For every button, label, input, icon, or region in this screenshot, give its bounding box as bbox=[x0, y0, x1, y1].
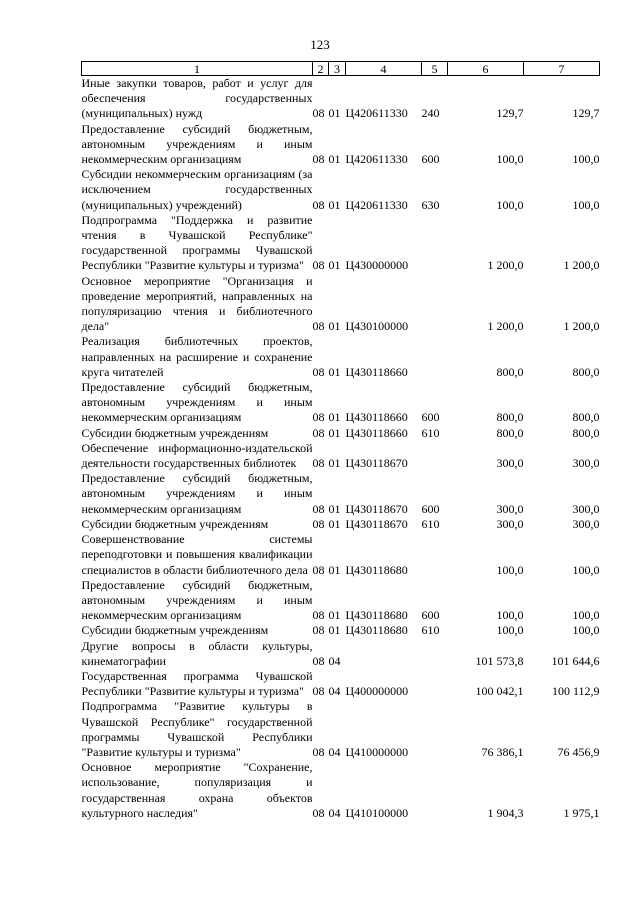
amount-year-2: 100,0 bbox=[572, 152, 600, 167]
amount-year-2: 1 975,1 bbox=[563, 805, 600, 820]
subsection-code: 01 bbox=[328, 623, 341, 638]
amount-year-2: 100 112,9 bbox=[551, 684, 600, 699]
section-code: 08 bbox=[312, 684, 325, 699]
subsection-code: 01 bbox=[328, 456, 341, 471]
section-code: 08 bbox=[312, 364, 325, 379]
amount-year-1: 300,0 bbox=[496, 516, 524, 531]
target-article-code: Ц430118660 bbox=[345, 364, 408, 379]
expense-type-code: 600 bbox=[421, 501, 440, 516]
amount-year-1: 100,0 bbox=[496, 562, 524, 577]
amount-year-1: 101 573,8 bbox=[475, 653, 524, 668]
amount-year-1: 76 386,1 bbox=[481, 744, 524, 759]
target-article-code: Ц430118680 bbox=[345, 608, 408, 623]
column-header: 7 bbox=[524, 62, 600, 76]
table-row bbox=[82, 122, 600, 168]
table-row bbox=[82, 426, 600, 441]
amount-year-2: 1 200,0 bbox=[563, 258, 600, 273]
table-row bbox=[82, 167, 600, 213]
column-header: 2 bbox=[313, 62, 329, 76]
subsection-code: 04 bbox=[328, 653, 341, 668]
table-row bbox=[82, 441, 600, 471]
subsection-code: 01 bbox=[328, 562, 341, 577]
section-code: 08 bbox=[312, 562, 325, 577]
amount-year-1: 1 904,3 bbox=[487, 805, 524, 820]
table-row bbox=[82, 334, 600, 380]
section-code: 08 bbox=[312, 805, 325, 820]
table-header-row bbox=[82, 62, 600, 76]
section-code: 08 bbox=[312, 197, 325, 212]
amount-year-2: 300,0 bbox=[572, 516, 600, 531]
table-row bbox=[82, 578, 600, 624]
row-name: Подпрограмма "Поддержка и развитие чтения в Чувашской Республике" государственной программы Чувашской Республики "Развитие культуры и туризма" bbox=[81, 212, 313, 273]
column-header: 4 bbox=[346, 62, 422, 76]
row-name: Субсидии бюджетным учреждениям bbox=[81, 425, 269, 440]
column-header: 5 bbox=[422, 62, 448, 76]
row-name: Государственная программа Чувашской Республики "Развитие культуры и туризма" bbox=[81, 668, 313, 699]
expense-type-code: 600 bbox=[421, 152, 440, 167]
amount-year-1: 800,0 bbox=[496, 410, 524, 425]
row-name: Основное мероприятие "Сохранение, использование, популяризация и государственная охрана объектов культурного наследия" bbox=[81, 760, 313, 820]
amount-year-1: 1 200,0 bbox=[487, 319, 524, 334]
expense-type-code bbox=[422, 274, 448, 335]
section-code: 08 bbox=[312, 608, 325, 623]
expense-type-code bbox=[422, 441, 448, 471]
subsection-code: 01 bbox=[328, 410, 341, 425]
table-row bbox=[82, 76, 600, 122]
target-article-code: Ц410100000 bbox=[345, 805, 409, 820]
expense-type-code: 610 bbox=[421, 516, 440, 531]
table-row bbox=[82, 699, 600, 760]
table-row bbox=[82, 532, 600, 578]
row-name: Совершенствование системы переподготовки и повышения квалификации специалистов в области библиотечного дела bbox=[81, 532, 313, 577]
target-article-code: Ц430100000 bbox=[345, 319, 409, 334]
row-name: Иные закупки товаров, работ и услуг для обеспечения государственных (муниципальных) нужд bbox=[81, 76, 313, 121]
row-name: Субсидии бюджетным учреждениям bbox=[81, 623, 269, 638]
section-code: 08 bbox=[312, 653, 325, 668]
table-row bbox=[82, 669, 600, 699]
expense-type-code: 610 bbox=[421, 425, 440, 440]
row-name: Обеспечение информационно-издательской деятельности государственных библиотек bbox=[81, 440, 313, 471]
amount-year-2: 101 644,6 bbox=[551, 653, 600, 668]
expense-type-code bbox=[422, 532, 448, 578]
amount-year-1: 1 200,0 bbox=[487, 258, 524, 273]
amount-year-1: 300,0 bbox=[496, 456, 524, 471]
amount-year-2: 100,0 bbox=[572, 197, 600, 212]
subsection-code: 04 bbox=[328, 805, 341, 820]
subsection-code: 01 bbox=[328, 516, 341, 531]
section-code: 08 bbox=[312, 410, 325, 425]
target-article-code: Ц430118660 bbox=[345, 425, 408, 440]
target-article-code: Ц400000000 bbox=[345, 684, 409, 699]
table-row bbox=[82, 274, 600, 335]
target-article-code: Ц420611330 bbox=[345, 197, 408, 212]
table-row bbox=[82, 760, 600, 821]
row-name: Предоставление субсидий бюджетным, автономным учреждениям и иным некоммерческим организациям bbox=[81, 121, 313, 167]
target-article-code: Ц430000000 bbox=[345, 258, 409, 273]
target-article-code: Ц430118660 bbox=[345, 410, 408, 425]
expense-type-code: 600 bbox=[421, 608, 440, 623]
subsection-code: 01 bbox=[328, 608, 341, 623]
expense-type-code bbox=[422, 699, 448, 760]
expense-type-code: 610 bbox=[421, 623, 440, 638]
amount-year-2: 129,7 bbox=[572, 106, 600, 121]
amount-year-2: 800,0 bbox=[572, 364, 600, 379]
budget-table bbox=[81, 61, 600, 821]
amount-year-2: 100,0 bbox=[572, 608, 600, 623]
subsection-code: 01 bbox=[328, 425, 341, 440]
amount-year-2: 300,0 bbox=[572, 501, 600, 516]
expense-type-code bbox=[422, 669, 448, 699]
section-code: 08 bbox=[312, 258, 325, 273]
table-row bbox=[82, 517, 600, 532]
amount-year-1: 100,0 bbox=[496, 608, 524, 623]
row-name: Предоставление субсидий бюджетным, автономным учреждениям и иным некоммерческим организациям bbox=[81, 380, 313, 425]
row-name: Реализация библиотечных проектов, направленных на расширение и сохранение круга читателей bbox=[81, 334, 313, 379]
amount-year-1: 800,0 bbox=[496, 364, 524, 379]
amount-year-1: 100 042,1 bbox=[475, 684, 524, 699]
section-code: 08 bbox=[312, 744, 325, 759]
section-code: 08 bbox=[312, 319, 325, 334]
expense-type-code bbox=[422, 334, 448, 380]
subsection-code: 01 bbox=[328, 197, 341, 212]
column-header: 1 bbox=[82, 62, 313, 76]
expense-type-code bbox=[422, 639, 448, 669]
target-article-code: Ц430118670 bbox=[345, 516, 408, 531]
table-row bbox=[82, 623, 600, 638]
amount-year-2: 76 456,9 bbox=[557, 744, 600, 759]
expense-type-code: 240 bbox=[421, 106, 440, 121]
expense-type-code: 630 bbox=[421, 197, 440, 212]
section-code: 08 bbox=[312, 456, 325, 471]
section-code: 08 bbox=[312, 106, 325, 121]
row-name: Другие вопросы в области культуры, кинематографии bbox=[81, 638, 313, 668]
amount-year-2: 100,0 bbox=[572, 623, 600, 638]
section-code: 08 bbox=[312, 501, 325, 516]
target-article-code: Ц430118670 bbox=[345, 456, 408, 471]
row-name: Подпрограмма "Развитие культуры в Чувашской Республике" государственной программы Чувашской Республики "Развитие культуры и туризма" bbox=[81, 699, 313, 759]
row-name: Субсидии некоммерческим организациям (за исключением государственных (муниципальных) учреждений) bbox=[81, 167, 313, 212]
column-header: 3 bbox=[329, 62, 346, 76]
subsection-code: 04 bbox=[328, 684, 341, 699]
amount-year-2: 800,0 bbox=[572, 425, 600, 440]
amount-year-2: 1 200,0 bbox=[563, 319, 600, 334]
amount-year-1: 100,0 bbox=[496, 152, 524, 167]
amount-year-2: 300,0 bbox=[572, 456, 600, 471]
subsection-code: 01 bbox=[328, 364, 341, 379]
row-name: Предоставление субсидий бюджетным, автономным учреждениям и иным некоммерческим организациям bbox=[81, 577, 313, 623]
subsection-code: 01 bbox=[328, 319, 341, 334]
column-header: 6 bbox=[448, 62, 524, 76]
row-name: Субсидии бюджетным учреждениям bbox=[81, 516, 269, 531]
subsection-code: 01 bbox=[328, 106, 341, 121]
subsection-code: 04 bbox=[328, 744, 341, 759]
subsection-code: 01 bbox=[328, 501, 341, 516]
amount-year-1: 800,0 bbox=[496, 425, 524, 440]
amount-year-2: 100,0 bbox=[572, 562, 600, 577]
table-row bbox=[82, 213, 600, 274]
amount-year-1: 129,7 bbox=[496, 106, 524, 121]
amount-year-1: 100,0 bbox=[496, 623, 524, 638]
section-code: 08 bbox=[312, 152, 325, 167]
target-article-code: Ц410000000 bbox=[345, 744, 409, 759]
table-row bbox=[82, 380, 600, 426]
target-article-code: Ц430118670 bbox=[345, 501, 408, 516]
page-number: 123 bbox=[310, 37, 330, 52]
section-code: 08 bbox=[312, 425, 325, 440]
amount-year-2: 800,0 bbox=[572, 410, 600, 425]
expense-type-code: 600 bbox=[421, 410, 440, 425]
target-article-code: Ц420611330 bbox=[345, 106, 408, 121]
expense-type-code bbox=[422, 213, 448, 274]
row-name: Предоставление субсидий бюджетным, автономным учреждениям и иным некоммерческим организациям bbox=[81, 471, 313, 516]
amount-year-1: 300,0 bbox=[496, 501, 524, 516]
amount-year-1: 100,0 bbox=[496, 197, 524, 212]
target-article-code: Ц420611330 bbox=[345, 152, 408, 167]
target-article-code bbox=[346, 639, 422, 669]
row-name: Основное мероприятие "Организация и проведение мероприятий, направленных на популяризацию чтения и библиотечного дела" bbox=[81, 273, 313, 334]
section-code: 08 bbox=[312, 623, 325, 638]
table-row bbox=[82, 471, 600, 517]
subsection-code: 01 bbox=[328, 258, 341, 273]
expense-type-code bbox=[422, 760, 448, 821]
section-code: 08 bbox=[312, 516, 325, 531]
table-row bbox=[82, 639, 600, 669]
subsection-code: 01 bbox=[328, 152, 341, 167]
target-article-code: Ц430118680 bbox=[345, 623, 408, 638]
target-article-code: Ц430118680 bbox=[345, 562, 408, 577]
